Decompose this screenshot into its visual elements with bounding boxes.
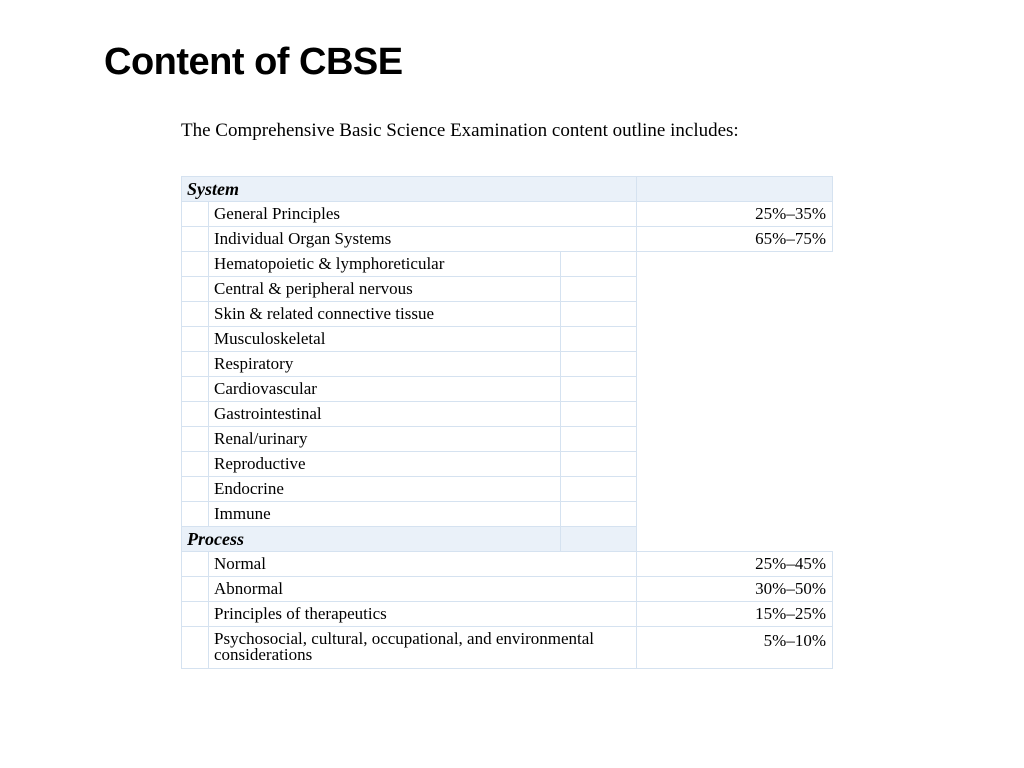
- organ-system-label: Hematopoietic & lymphoreticular: [209, 252, 561, 277]
- table-row: [182, 577, 833, 602]
- table-row: [182, 552, 833, 577]
- section-row-system: [182, 177, 833, 202]
- row-percent: 25%–45%: [637, 552, 833, 577]
- row-percent: 30%–50%: [637, 577, 833, 602]
- organ-system-label: Cardiovascular: [209, 377, 561, 402]
- table-row: [182, 227, 833, 252]
- organ-system-label: Musculoskeletal: [209, 327, 561, 352]
- slide-title: Content of CBSE: [104, 41, 403, 83]
- row-label: Normal: [209, 552, 637, 577]
- content-outline-table: [181, 176, 833, 669]
- row-percent: 65%–75%: [637, 227, 833, 252]
- row-label: Abnormal: [209, 577, 637, 602]
- organ-system-label: Immune: [209, 502, 561, 527]
- organ-system-label: Central & peripheral nervous: [209, 277, 561, 302]
- section-heading-blank: [637, 177, 833, 202]
- row-percent: 15%–25%: [637, 602, 833, 627]
- table-row: [182, 627, 833, 669]
- table-row: [182, 252, 833, 277]
- empty-band: [637, 252, 833, 552]
- row-label: Principles of therapeutics: [209, 602, 637, 627]
- row-percent: 25%–35%: [637, 202, 833, 227]
- organ-system-label: Endocrine: [209, 477, 561, 502]
- organ-system-label: Skin & related connective tissue: [209, 302, 561, 327]
- section-heading-process: Process: [182, 527, 561, 552]
- row-percent: 5%–10%: [637, 627, 833, 669]
- intro-text: The Comprehensive Basic Science Examination content outline includes:: [181, 120, 739, 141]
- table-row: [182, 202, 833, 227]
- organ-system-label: Reproductive: [209, 452, 561, 477]
- row-label: General Principles: [209, 202, 637, 227]
- organ-system-label: Respiratory: [209, 352, 561, 377]
- row-label: Individual Organ Systems: [209, 227, 637, 252]
- section-heading-system: System: [182, 177, 637, 202]
- section-heading-blank: [561, 527, 637, 552]
- organ-system-label: Renal/urinary: [209, 427, 561, 452]
- organ-system-label: Gastrointestinal: [209, 402, 561, 427]
- row-label: Psychosocial, cultural, occupational, and environmental considerations: [209, 627, 637, 669]
- table-row: [182, 602, 833, 627]
